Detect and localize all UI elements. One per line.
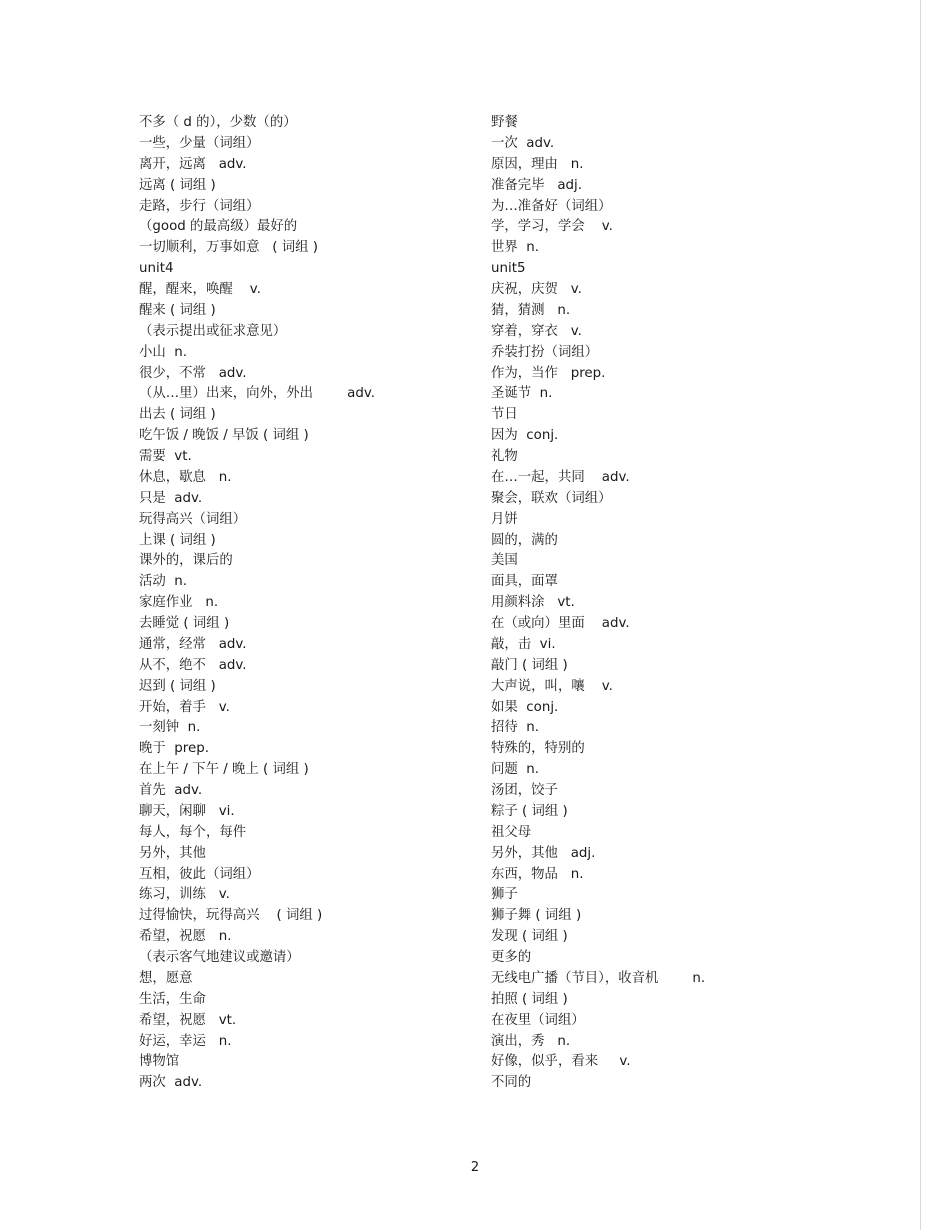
vocab-entry: 特殊的，特别的	[491, 741, 585, 757]
vocab-entry: 走路，步行（词组）	[139, 198, 260, 214]
vocab-entry: 东西，物品 n.	[491, 866, 584, 882]
vocab-entry: 演出，秀 n.	[491, 1033, 571, 1049]
vocab-entry: 狮子舞 ( 词组 )	[491, 908, 582, 924]
vocab-entry: 课外的，课后的	[139, 553, 233, 569]
vocab-entry: （表示客气地建议或邀请）	[139, 950, 300, 965]
vocab-column-right	[491, 113, 821, 1094]
vocab-entry: 只是 adv.	[139, 490, 203, 506]
vocab-entry: 世界 n.	[491, 240, 540, 256]
vocab-entry: 月饼	[491, 511, 518, 527]
vocab-entry: unit4	[139, 261, 174, 277]
vocab-entry: 活动 n.	[139, 574, 188, 590]
vocab-entry: 家庭作业 n.	[139, 595, 219, 611]
vocab-entry: 礼物	[491, 449, 518, 464]
vocab-entry: 用颜料涂 vt.	[491, 595, 575, 611]
vocab-entry: 去睡觉 ( 词组 )	[139, 616, 230, 631]
vocab-entry: 过得愉快，玩得高兴 ( 词组 )	[139, 908, 323, 924]
vocab-entry: 每人，每个，每件	[139, 824, 247, 840]
vocab-entry: 两次 adv.	[139, 1075, 203, 1091]
vocab-entry: （good 的最高级）最好的	[139, 219, 298, 235]
vocab-entry: 在（或向）里面 adv.	[491, 616, 630, 631]
vocab-entry: 美国	[491, 553, 518, 569]
vocab-entry: 玩得高兴（词组）	[139, 511, 247, 527]
vocab-entry: 节日	[491, 407, 518, 423]
vocab-entry: 乔装打扮（词组）	[491, 344, 599, 360]
page-number: 2	[470, 1160, 480, 1175]
vocab-entry: 很少，不常 adv.	[139, 365, 247, 381]
vocab-entry: 猜，猜测 n.	[491, 302, 571, 318]
vocab-entry: 在上午 / 下午 / 晚上 ( 词组 )	[139, 762, 309, 778]
vocab-entry: 需要 vt.	[139, 449, 192, 464]
vocab-entry: 另外，其他	[139, 845, 206, 861]
vocab-entry: 大声说，叫，嚷 v.	[491, 678, 613, 694]
vocab-column-left	[139, 113, 459, 1094]
vocab-entry: 庆祝，庆贺 v.	[491, 282, 582, 297]
vocab-entry: （从…里）出来，向外，外出 adv.	[139, 386, 375, 402]
vocab-entry: 醒，醒来，唤醒 v.	[139, 282, 261, 297]
vocab-entry: 作为，当作 prep.	[491, 365, 606, 381]
vocab-entry: 更多的	[491, 950, 532, 965]
vocab-entry: 从不，绝不 adv.	[139, 657, 247, 673]
vocab-entry: 圣诞节 n.	[491, 386, 553, 402]
vocab-entry: 吃午饭 / 晚饭 / 早饭 ( 词组 )	[139, 428, 309, 444]
vocab-entry: 原因，理由 n.	[491, 156, 584, 172]
vocab-entry: 拍照 ( 词组 )	[491, 991, 568, 1007]
vocab-entry: 在…一起，共同 adv.	[491, 469, 630, 485]
vocab-entry: 迟到 ( 词组 )	[139, 678, 216, 694]
vocab-entry: （表示提出或征求意见）	[139, 323, 287, 339]
vocab-entry: 野餐	[491, 115, 518, 130]
vocab-entry: 汤团，饺子	[491, 783, 558, 798]
vocab-entry: 通常，经常 adv.	[139, 636, 247, 652]
page-edge-line	[920, 0, 921, 1230]
vocab-entry: 上课 ( 词组 )	[139, 532, 216, 548]
vocab-entry: 问题 n.	[491, 762, 540, 778]
vocab-entry: 不多（ d 的），少数（的）	[139, 115, 297, 130]
vocab-entry: 狮子	[491, 887, 518, 903]
vocab-entry: 在夜里（词组）	[491, 1012, 585, 1028]
vocab-entry: 好像，似乎，看来 v.	[491, 1054, 631, 1070]
vocab-entry: 另外，其他 adj.	[491, 845, 596, 861]
vocab-entry: 博物馆	[139, 1054, 180, 1070]
vocab-entry: 小山 n.	[139, 344, 188, 360]
vocab-entry: 首先 adv.	[139, 783, 203, 798]
vocab-entry: 练习，训练 v.	[139, 887, 230, 903]
vocab-entry: 希望，祝愿 n.	[139, 929, 232, 945]
vocab-entry: 希望，祝愿 vt.	[139, 1012, 237, 1028]
vocab-entry: 不同的	[491, 1075, 532, 1091]
vocab-entry: 互相，彼此（词组）	[139, 866, 260, 882]
vocab-entry: 开始，着手 v.	[139, 699, 230, 715]
vocab-entry: 准备完毕 adj.	[491, 177, 583, 193]
vocab-entry: unit5	[491, 261, 526, 277]
vocab-entry: 一切顺利，万事如意 ( 词组 )	[139, 240, 319, 256]
vocab-entry: 生活，生命	[139, 991, 206, 1007]
vocab-entry: 无线电广播（节目），收音机 n.	[491, 970, 706, 986]
vocab-entry: 一次 adv.	[491, 135, 555, 151]
vocab-entry: 敲，击 vi.	[491, 636, 556, 652]
vocab-entry: 祖父母	[491, 824, 532, 840]
vocab-entry: 想，愿意	[139, 970, 193, 986]
vocab-entry: 好运，幸运 n.	[139, 1033, 232, 1049]
vocab-entry: 一刻钟 n.	[139, 720, 201, 736]
vocab-entry: 醒来 ( 词组 )	[139, 302, 216, 318]
vocab-entry: 如果 conj.	[491, 699, 559, 715]
vocab-entry: 招待 n.	[491, 720, 540, 736]
vocab-entry: 发现 ( 词组 )	[491, 929, 568, 945]
vocab-entry: 面具，面罩	[491, 574, 558, 590]
vocab-entry: 休息，歇息 n.	[139, 469, 232, 485]
vocab-entry: 穿着，穿衣 v.	[491, 323, 582, 339]
vocab-entry: 圆的，满的	[491, 532, 558, 548]
vocab-entry: 远离 ( 词组 )	[139, 177, 216, 193]
vocab-entry: 出去 ( 词组 )	[139, 407, 216, 423]
vocab-entry: 聊天，闲聊 vi.	[139, 803, 235, 819]
vocab-entry: 敲门 ( 词组 )	[491, 657, 568, 673]
vocab-entry: 一些，少量（词组）	[139, 135, 260, 151]
vocab-entry: 因为 conj.	[491, 428, 559, 444]
vocab-entry: 粽子 ( 词组 )	[491, 803, 568, 819]
vocab-entry: 晚于 prep.	[139, 741, 209, 757]
vocab-entry: 聚会，联欢（词组）	[491, 490, 612, 506]
vocab-entry: 为…准备好（词组）	[491, 198, 612, 214]
vocab-entry: 学，学习，学会 v.	[491, 219, 613, 235]
vocab-entry: 离开，远离 adv.	[139, 156, 247, 172]
